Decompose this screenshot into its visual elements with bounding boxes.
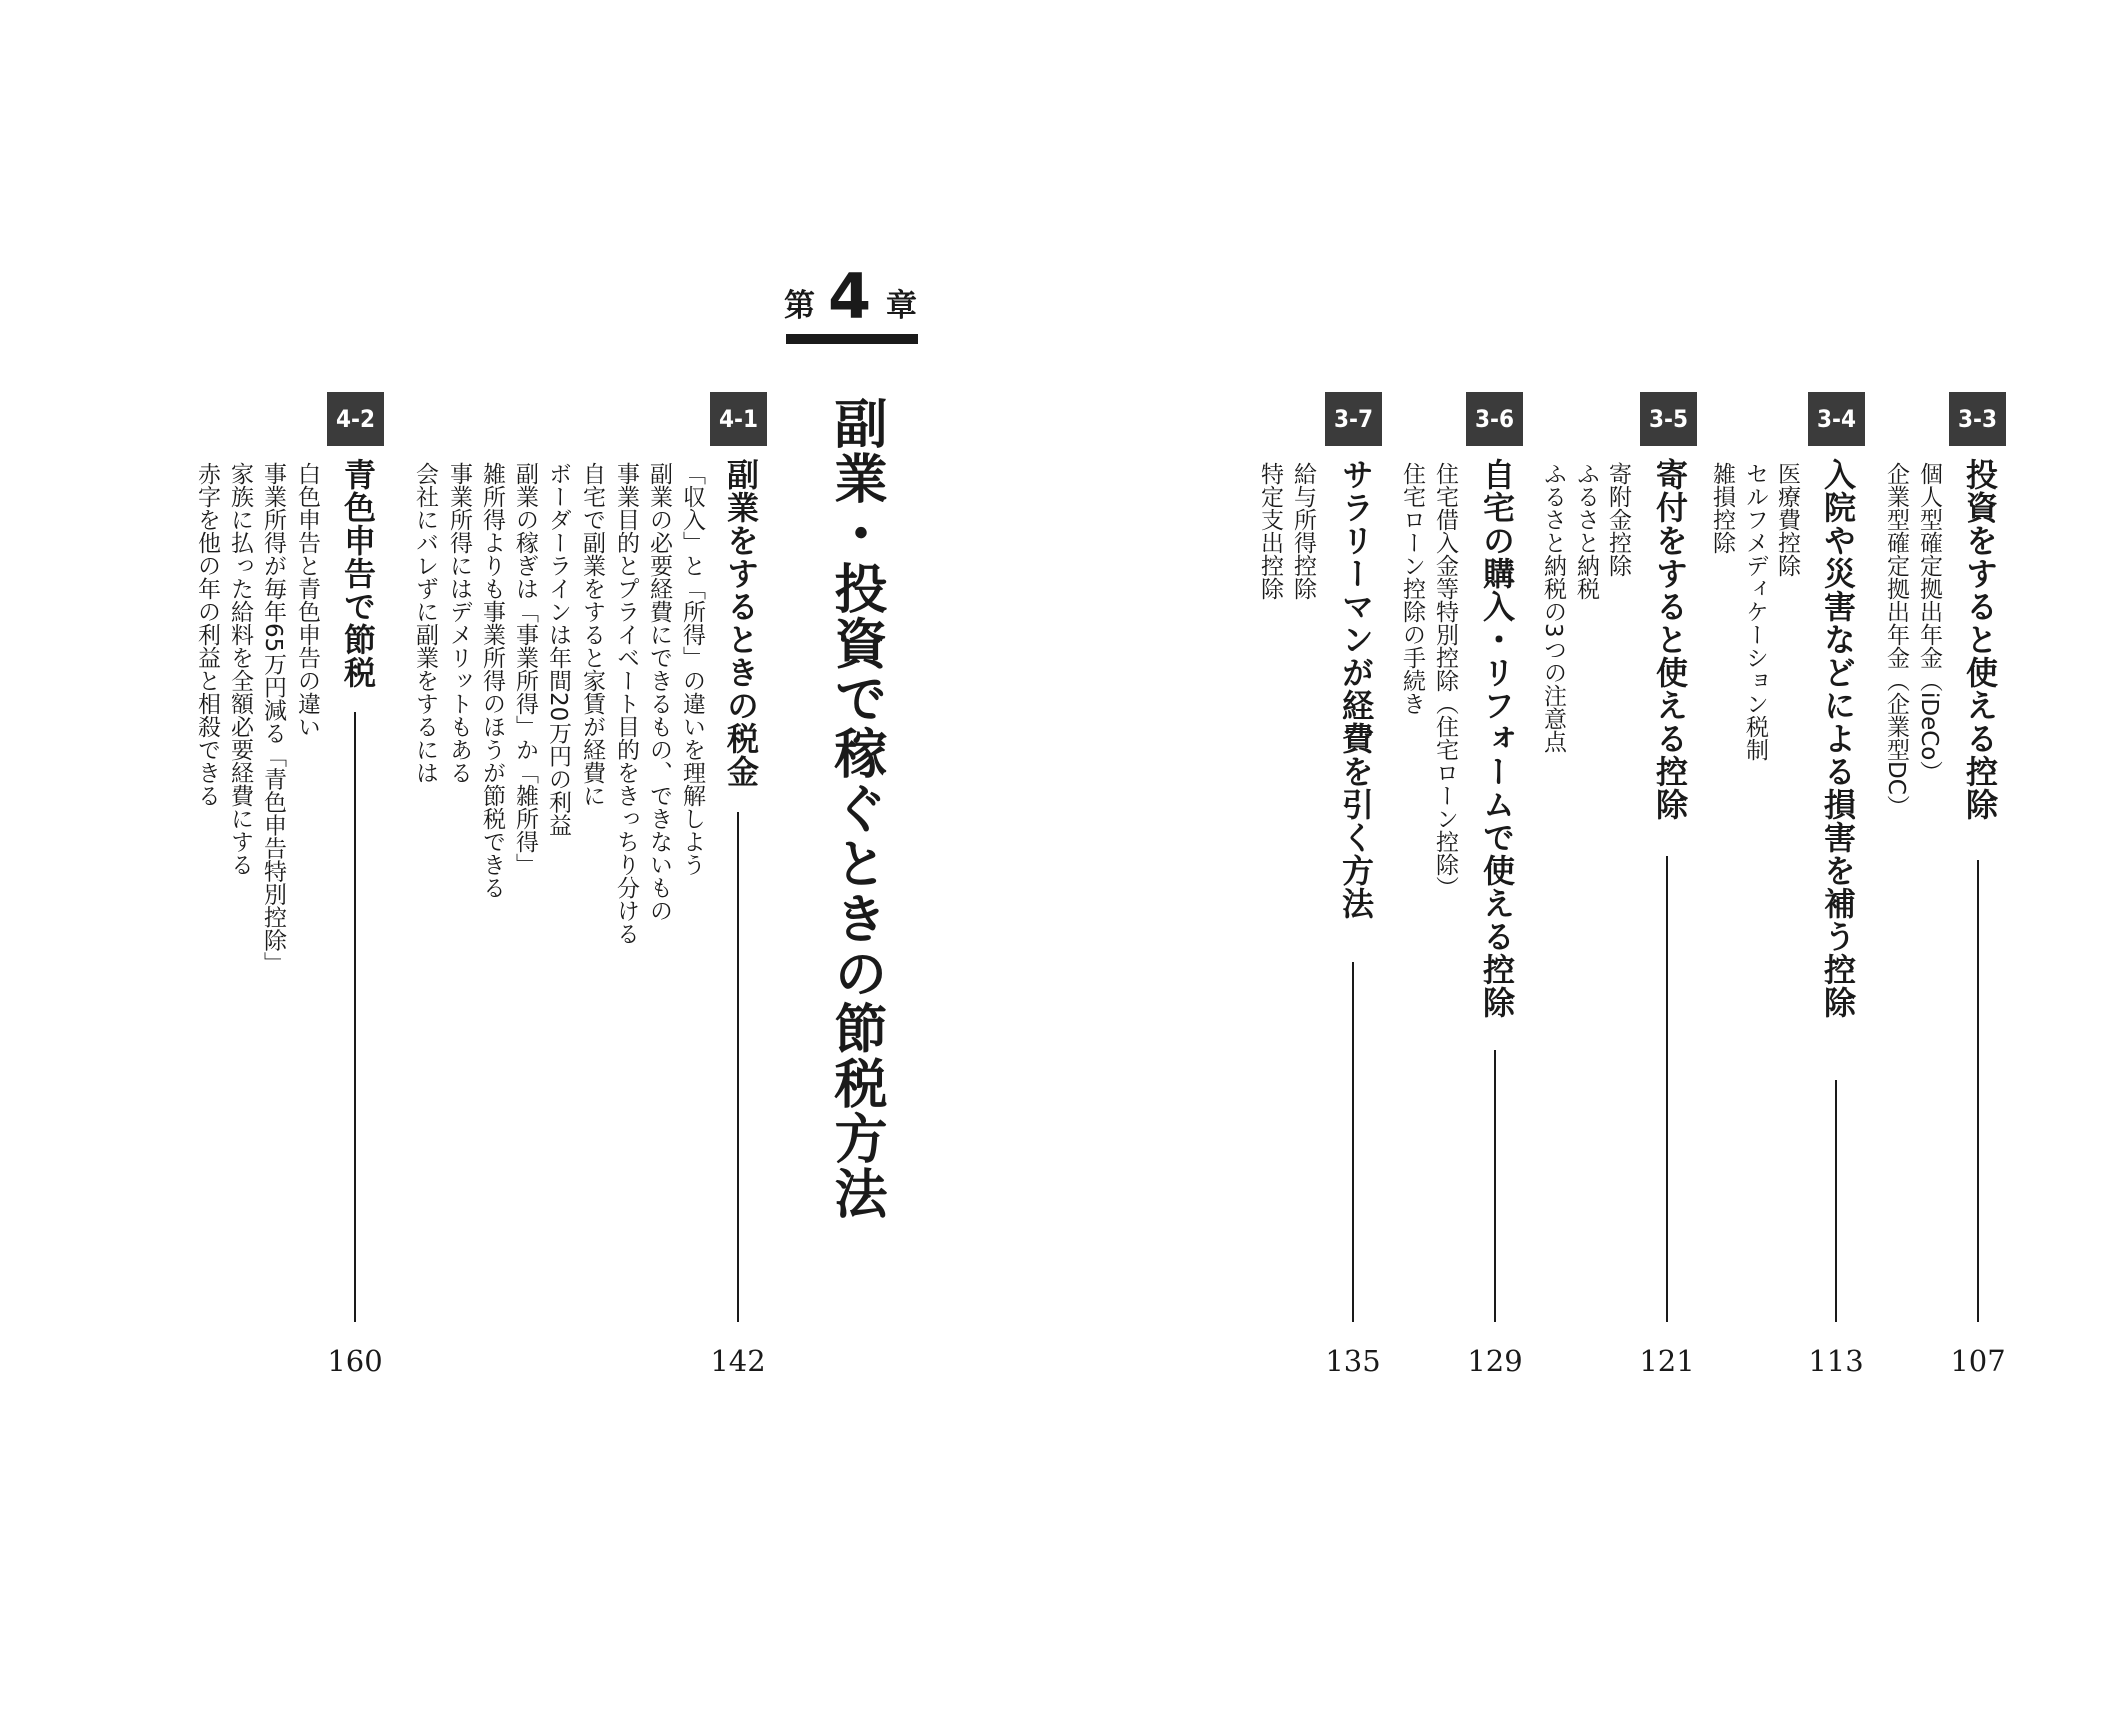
section-badge: 3-5 bbox=[1640, 392, 1697, 446]
leader-line bbox=[1835, 1080, 1837, 1322]
leader-line bbox=[1352, 962, 1354, 1322]
section-item: ボーダーラインは年間20万円の利益 bbox=[545, 462, 571, 837]
section-badge: 3-3 bbox=[1949, 392, 2006, 446]
section-item: 住宅借入金等特別控除（住宅ローン控除） bbox=[1432, 462, 1458, 899]
section-item: ふるさと納税の3つの注意点 bbox=[1540, 462, 1566, 753]
section-item: 寄附金控除 bbox=[1605, 462, 1631, 577]
section-item: 企業型確定拠出年金（企業型DC） bbox=[1883, 462, 1909, 818]
section-item: 事業目的とプライベート目的をきっちり分ける bbox=[613, 462, 639, 945]
section-badge: 4-2 bbox=[327, 392, 384, 446]
section-item: 個人型確定拠出年金（iDeCo） bbox=[1916, 462, 1942, 784]
chapter-prefix: 第 bbox=[784, 288, 815, 324]
section-item: 住宅ローン控除の手続き bbox=[1399, 462, 1425, 715]
section-title[interactable]: 副業をするときの税金 bbox=[722, 458, 760, 788]
section-item: 事業所得が毎年65万円減る「青色申告特別控除」 bbox=[260, 462, 286, 975]
section-title[interactable]: 自宅の購入・リフォームで使える控除 bbox=[1478, 458, 1516, 1019]
section-item: 会社にバレずに副業をするには bbox=[412, 462, 438, 784]
page-number: 107 bbox=[1950, 1344, 2006, 1378]
section-title[interactable]: 寄付をすると使える控除 bbox=[1651, 458, 1689, 821]
chapter-title: 副業・投資で稼ぐときの節税方法 bbox=[826, 396, 887, 1221]
section-item: 「収入」と「所得」の違いを理解しよう bbox=[679, 462, 705, 876]
section-item: 雑所得よりも事業所得のほうが節税できる bbox=[479, 462, 505, 899]
section-title[interactable]: 投資をすると使える控除 bbox=[1961, 458, 1999, 821]
section-item: 副業の必要経費にできるもの、できないもの bbox=[646, 462, 672, 922]
section-item: 赤字を他の年の利益と相殺できる bbox=[194, 462, 220, 807]
section-item: ふるさと納税 bbox=[1573, 462, 1599, 600]
section-item: 特定支出控除 bbox=[1257, 462, 1283, 600]
page-number: 113 bbox=[1808, 1344, 1864, 1378]
leader-line bbox=[737, 812, 739, 1322]
leader-line bbox=[1977, 860, 1979, 1322]
section-title[interactable]: 入院や災害などによる損害を補う控除 bbox=[1819, 458, 1857, 1019]
page-number: 121 bbox=[1639, 1344, 1695, 1378]
leader-line bbox=[1494, 1050, 1496, 1322]
chapter-number: 4 bbox=[828, 260, 872, 333]
chapter-underline bbox=[786, 334, 918, 344]
section-badge: 3-4 bbox=[1808, 392, 1865, 446]
section-item: 自宅で副業をすると家賃が経費に bbox=[579, 462, 605, 807]
section-item: 副業の稼ぎは「事業所得」か「雑所得」 bbox=[512, 462, 538, 876]
section-item: 事業所得にはデメリットもある bbox=[446, 462, 472, 784]
page-number: 129 bbox=[1467, 1344, 1523, 1378]
section-badge: 3-7 bbox=[1325, 392, 1382, 446]
page-number: 160 bbox=[327, 1344, 383, 1378]
section-title[interactable]: 青色申告で節税 bbox=[339, 458, 377, 689]
section-item: 家族に払った給料を全額必要経費にする bbox=[227, 462, 253, 876]
leader-line bbox=[1666, 856, 1668, 1322]
section-title[interactable]: サラリーマンが経費を引く方法 bbox=[1337, 458, 1375, 920]
section-item: 給与所得控除 bbox=[1290, 462, 1316, 600]
page-number: 142 bbox=[710, 1344, 766, 1378]
section-item: 雑損控除 bbox=[1709, 462, 1735, 554]
section-item: 白色申告と青色申告の違い bbox=[294, 462, 320, 738]
page-number: 135 bbox=[1325, 1344, 1381, 1378]
chapter-marker bbox=[784, 260, 920, 348]
leader-line bbox=[354, 712, 356, 1322]
section-item: 医療費控除 bbox=[1774, 462, 1800, 577]
section-badge: 3-6 bbox=[1466, 392, 1523, 446]
chapter-suffix: 章 bbox=[886, 288, 917, 324]
section-item: セルフメディケーション税制 bbox=[1742, 462, 1768, 761]
section-badge: 4-1 bbox=[710, 392, 767, 446]
